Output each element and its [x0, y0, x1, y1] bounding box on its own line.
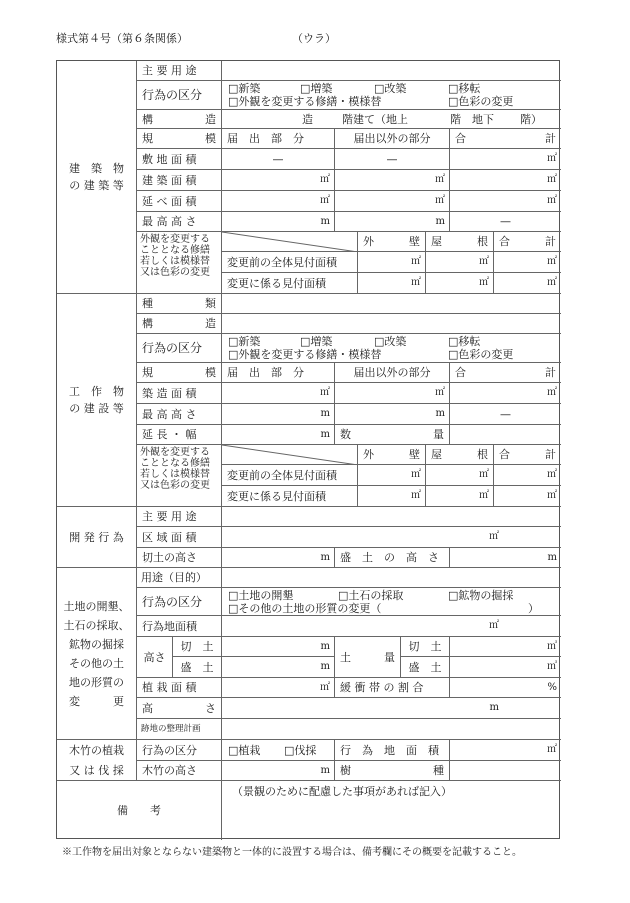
- label-volume-cut: 切 土: [401, 637, 450, 657]
- works-col-header-roof: 屋 根: [426, 445, 494, 465]
- input-exterior-before-total[interactable]: ㎡: [494, 252, 561, 273]
- label-tree-height: 木竹の高さ: [137, 761, 222, 781]
- diagonal-line-icon: [222, 232, 358, 252]
- input-exterior-before-wall[interactable]: ㎡: [358, 252, 426, 273]
- group-trees-line-1: 木竹の植栽: [57, 740, 137, 761]
- input-tree-height[interactable]: m: [222, 761, 335, 781]
- remarks-note: （景観のために配慮した事項があれば記入）: [232, 785, 452, 798]
- works-col-header-wall: 外 壁: [358, 445, 426, 465]
- label-exterior-before: 変更前の全体見付面積: [222, 252, 358, 273]
- checkbox-works-exterior-repair[interactable]: □外観を変更する修繕・模様替: [228, 348, 382, 361]
- col-header-other: 届出以外の部分: [335, 129, 450, 149]
- label-exterior-change: 外観を変更することとなる修繕若しくは模様替又は色彩の変更: [137, 232, 222, 294]
- input-quantity[interactable]: [450, 425, 561, 445]
- input-species[interactable]: [450, 761, 561, 781]
- works-col-header-reported: 届 出 部 分: [222, 363, 335, 383]
- exterior-diagonal-cell: [222, 232, 358, 252]
- form-table: [56, 60, 560, 839]
- input-building-area-other[interactable]: ㎡: [335, 170, 450, 191]
- label-action-type: 行為の区分: [137, 81, 222, 110]
- checkbox-works-new[interactable]: □新築: [228, 335, 261, 348]
- input-exterior-before-roof[interactable]: ㎡: [426, 252, 494, 273]
- input-works-kind[interactable]: [222, 294, 561, 314]
- max-height-total: —: [450, 212, 561, 232]
- col-header-reported: 届 出 部 分: [222, 129, 335, 149]
- checkbox-stone-extraction[interactable]: □土石の採取: [338, 588, 404, 602]
- checkbox-other-land-change[interactable]: □その他の土地の形質の変更（: [228, 601, 382, 615]
- group-structure-works: [57, 294, 137, 507]
- input-trees-action-area[interactable]: ㎡: [450, 740, 561, 761]
- label-works-exterior-change: 外観を変更することとなる修繕若しくは模様替又は色彩の変更: [137, 445, 222, 507]
- input-site-area-total[interactable]: ㎡: [450, 149, 561, 170]
- form-side-label: （ウラ）: [292, 32, 336, 45]
- checkbox-relocation[interactable]: □移転: [448, 82, 481, 95]
- label-scale: 規 模: [137, 129, 222, 149]
- building-action-options: [222, 81, 561, 110]
- checkbox-rebuild[interactable]: □改築: [374, 82, 407, 95]
- site-area-other: —: [335, 149, 450, 170]
- group-structure-label-1: 工 作 物: [69, 385, 124, 398]
- label-structure: 構 造: [137, 110, 222, 129]
- label-land-height-2: 高 さ: [137, 698, 222, 719]
- label-land-action-type: 行為の区分: [137, 588, 222, 616]
- label-remarks: 備 考: [57, 781, 222, 840]
- label-works-scale: 規 模: [137, 363, 222, 383]
- input-building-structure[interactable]: 造 階建て（地上 階 地下 階）: [222, 110, 561, 129]
- input-construction-area-total[interactable]: ㎡: [450, 383, 561, 404]
- label-kind: 種 類: [137, 294, 222, 314]
- checkbox-land-cultivation[interactable]: □土地の開墾: [228, 588, 294, 602]
- group-development: 開 発 行 為: [57, 507, 137, 568]
- group-trees-line-2: 又 は 伐 採: [57, 761, 137, 781]
- col-header-roof: 屋 根: [426, 232, 494, 252]
- footnote: ※工作物を届出対象とならない建築物と一体的に設置する場合は、備考欄にその概要を記載すること。: [62, 847, 522, 858]
- checkbox-planting[interactable]: □植栽: [228, 743, 261, 757]
- label-works-max-height: 最 高 高 さ: [137, 404, 222, 425]
- input-exterior-changed-roof[interactable]: ㎡: [426, 273, 494, 294]
- label-main-use: 主 要 用 途: [137, 61, 222, 81]
- label-zone-area: 区 域 面 積: [137, 527, 222, 548]
- works-max-height-total: —: [450, 404, 561, 425]
- checkbox-works-color-change[interactable]: □色彩の変更: [448, 348, 514, 361]
- input-building-area-total[interactable]: ㎡: [450, 170, 561, 191]
- label-construction-area: 築 造 面 積: [137, 383, 222, 404]
- group-building-label-1: 建 築 物: [69, 162, 124, 175]
- input-volume-fill[interactable]: ㎥: [450, 657, 561, 678]
- input-land-height-2[interactable]: m: [222, 698, 561, 719]
- input-building-main-use[interactable]: [222, 61, 561, 81]
- label-works-exterior-changed: 変更に係る見付面積: [222, 486, 358, 507]
- input-dev-main-use[interactable]: [222, 507, 561, 527]
- input-works-exterior-before-total[interactable]: ㎡: [494, 465, 561, 486]
- input-exterior-changed-total[interactable]: ㎡: [494, 273, 561, 294]
- label-land-action-area: 行為地面積: [137, 616, 222, 637]
- input-volume-cut[interactable]: ㎥: [450, 637, 561, 657]
- works-exterior-diagonal-cell: [222, 445, 358, 465]
- label-works-exterior-before: 変更前の全体見付面積: [222, 465, 358, 486]
- label-height-cut: 切 土: [173, 637, 222, 657]
- checkbox-works-relocation[interactable]: □移転: [448, 335, 481, 348]
- input-remarks[interactable]: [222, 781, 561, 840]
- label-length-width: 延 長 ・ 幅: [137, 425, 222, 445]
- label-works-structure: 構 造: [137, 314, 222, 334]
- input-works-exterior-before-roof[interactable]: ㎡: [426, 465, 494, 486]
- input-height-fill[interactable]: m: [222, 657, 335, 678]
- col-header-exterior-total: 合 計: [494, 232, 561, 252]
- input-max-height-reported[interactable]: m: [222, 212, 335, 232]
- label-volume-fill: 盛 土: [401, 657, 450, 678]
- land-action-options: □土地の開墾 □土石の採取 □鉱物の掘採 □その他の土地の形質の変更（ ）: [222, 588, 561, 616]
- input-works-exterior-changed-wall[interactable]: ㎡: [358, 486, 426, 507]
- input-floor-area-reported[interactable]: ㎡: [222, 191, 335, 212]
- group-land-change: 土地の開墾、 土石の採取、 鉱物の掘採 その他の土 地の形質の 変 更: [57, 568, 137, 740]
- label-building-area: 建 築 面 積: [137, 170, 222, 191]
- label-species: 樹 種: [335, 761, 450, 781]
- label-height-fill: 盛 土: [173, 657, 222, 678]
- site-area-reported: —: [222, 149, 335, 170]
- input-zone-area[interactable]: ㎡: [222, 527, 561, 548]
- input-buffer-ratio[interactable]: %: [450, 678, 561, 698]
- diagonal-line-icon: [222, 445, 358, 465]
- input-length-width[interactable]: m: [222, 425, 335, 445]
- input-restoration-plan[interactable]: [222, 719, 561, 740]
- works-col-header-exterior-total: 合 計: [494, 445, 561, 465]
- label-trees-action-type: 行為の区分: [137, 740, 222, 761]
- label-dev-main-use: 主 要 用 途: [137, 507, 222, 527]
- input-works-exterior-changed-total[interactable]: ㎡: [494, 486, 561, 507]
- input-works-exterior-changed-roof[interactable]: ㎡: [426, 486, 494, 507]
- input-fill-height[interactable]: m: [450, 548, 561, 568]
- label-cut-height: 切土の高さ: [137, 548, 222, 568]
- label-works-action-type: 行為の区分: [137, 334, 222, 363]
- col-header-total: 合 計: [450, 129, 561, 149]
- form-title: 様式第４号（第６条関係）: [56, 32, 188, 45]
- input-floor-area-total[interactable]: ㎡: [450, 191, 561, 212]
- input-construction-area-other[interactable]: ㎡: [335, 383, 450, 404]
- label-land-height: 高さ: [137, 637, 173, 678]
- checkbox-works-rebuild[interactable]: □改築: [374, 335, 407, 348]
- checkbox-exterior-repair[interactable]: □外観を変更する修繕・模様替: [228, 95, 382, 108]
- checkbox-works-extension[interactable]: □増築: [300, 335, 333, 348]
- works-col-header-total: 合 計: [450, 363, 561, 383]
- label-max-height: 最 高 高 さ: [137, 212, 222, 232]
- input-works-max-height-other[interactable]: m: [335, 404, 450, 425]
- checkbox-new-build[interactable]: □新築: [228, 82, 261, 95]
- label-buffer-ratio: 緩 衝 帯 の 割 合: [335, 678, 450, 698]
- checkbox-mineral-mining[interactable]: □鉱物の掘採: [448, 588, 514, 602]
- works-action-options: [222, 334, 561, 363]
- checkbox-felling[interactable]: □伐採: [284, 743, 317, 757]
- input-exterior-changed-wall[interactable]: ㎡: [358, 273, 426, 294]
- group-structure-label-2: の 建 設 等: [69, 402, 124, 415]
- checkbox-extension[interactable]: □増築: [300, 82, 333, 95]
- input-planting-area[interactable]: ㎡: [222, 678, 335, 698]
- group-building-label-2: の 建 築 等: [69, 179, 124, 192]
- input-floor-area-other[interactable]: ㎡: [335, 191, 450, 212]
- group-building: [57, 61, 137, 294]
- input-land-purpose[interactable]: [222, 568, 561, 588]
- label-purpose: 用途（目的）: [137, 568, 222, 588]
- form-header: [56, 30, 336, 46]
- label-planting-area: 植 栽 面 積: [137, 678, 222, 698]
- label-restoration-plan: 跡地の整理計画: [137, 719, 222, 740]
- label-site-area: 敷 地 面 積: [137, 149, 222, 170]
- label-quantity: 数 量: [335, 425, 450, 445]
- works-col-header-other: 届出以外の部分: [335, 363, 450, 383]
- input-building-area-reported[interactable]: ㎡: [222, 170, 335, 191]
- label-fill-height: 盛 土 の 高 さ: [335, 548, 450, 568]
- label-exterior-changed: 変更に係る見付面積: [222, 273, 358, 294]
- input-works-max-height-reported[interactable]: m: [222, 404, 335, 425]
- input-cut-height[interactable]: m: [222, 548, 335, 568]
- input-construction-area-reported[interactable]: ㎡: [222, 383, 335, 404]
- checkbox-color-change[interactable]: □色彩の変更: [448, 95, 514, 108]
- label-soil-volume: 土 量: [335, 637, 401, 678]
- input-land-action-area[interactable]: ㎡: [222, 616, 561, 637]
- input-works-structure[interactable]: [222, 314, 561, 334]
- col-header-wall: 外 壁: [358, 232, 426, 252]
- label-floor-area: 延 べ 面 積: [137, 191, 222, 212]
- input-max-height-other[interactable]: m: [335, 212, 450, 232]
- input-works-exterior-before-wall[interactable]: ㎡: [358, 465, 426, 486]
- label-trees-action-area: 行 為 地 面 積: [335, 740, 450, 761]
- trees-action-options: [222, 740, 335, 761]
- input-height-cut[interactable]: m: [222, 637, 335, 657]
